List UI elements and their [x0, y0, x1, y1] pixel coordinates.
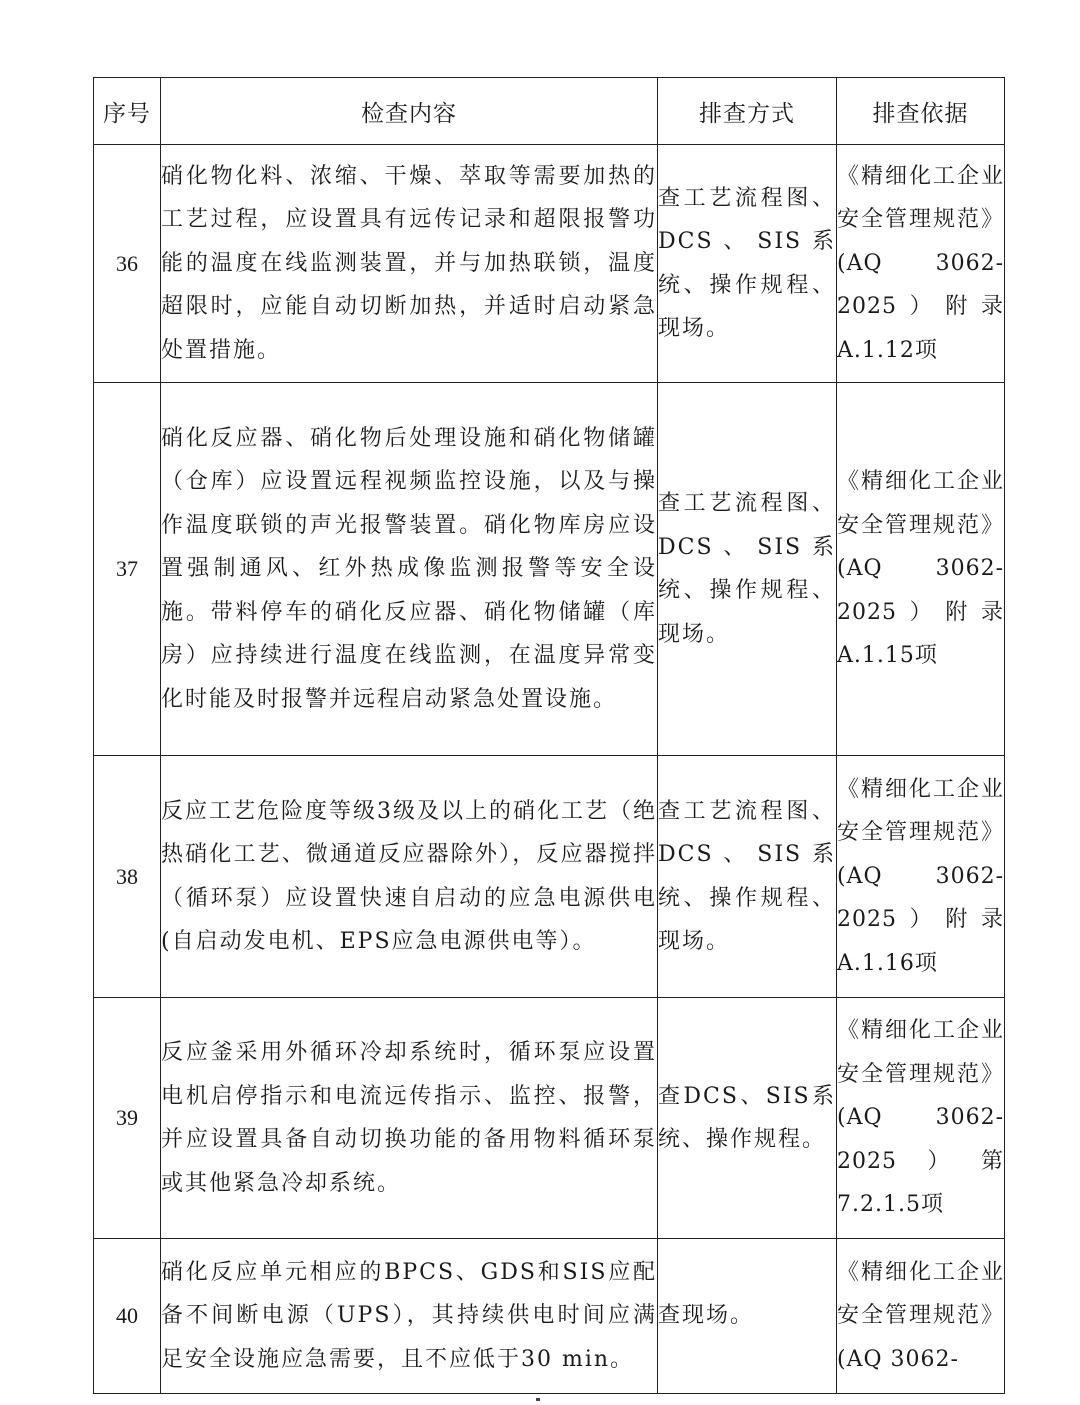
- table-row: [94, 756, 1005, 998]
- row-number: 36: [94, 145, 161, 383]
- row-number: 40: [94, 1239, 161, 1394]
- header-no: 序号: [94, 78, 161, 145]
- row-number: 38: [94, 756, 161, 998]
- row-basis: 《精细化工企业安全管理规范》(AQ 3062-2025）附录A.1.12项: [837, 145, 1005, 383]
- row-content: 硝化反应单元相应的BPCS、GDS和SIS应配备不间断电源（UPS），其持续供电时间应满足安全设施应急需要，且不应低于30 min。: [161, 1239, 658, 1394]
- header-basis: 排查依据: [837, 78, 1005, 145]
- row-basis: 《精细化工企业安全管理规范》(AQ 3062-2025）第7.2.1.5项: [837, 998, 1005, 1239]
- row-basis: 《精细化工企业安全管理规范》(AQ 3062-2025）附录A.1.15项: [837, 383, 1005, 756]
- header-content: 检查内容: [161, 78, 658, 145]
- row-method: 查现场。: [658, 1239, 837, 1394]
- row-method: 查DCS、SIS系统、操作规程。: [658, 998, 837, 1239]
- row-content: 反应工艺危险度等级3级及以上的硝化工艺（绝热硝化工艺、微通道反应器除外），反应器搅拌（循环泵）应设置快速自启动的应急电源供电(自启动发电机、EPS应急电源供电等）。: [161, 756, 658, 998]
- row-method: 查工艺流程图、DCS、SIS系统、操作规程、现场。: [658, 145, 837, 383]
- row-number: 39: [94, 998, 161, 1239]
- row-number: 37: [94, 383, 161, 756]
- inspection-table: [93, 77, 1005, 1394]
- row-content: 硝化反应器、硝化物后处理设施和硝化物储罐（仓库）应设置远程视频监控设施，以及与操作温度联锁的声光报警装置。硝化物库房应设置强制通风、红外热成像监测报警等安全设施。带料停车的硝化反应器、硝化物储罐（库房）应持续进行温度在线监测，在温度异常变化时能及时报警并远程启动紧急处置设施。: [161, 383, 658, 756]
- row-basis: 《精细化工企业安全管理规范》(AQ 3062-2025）附录A.1.16项: [837, 756, 1005, 998]
- table-row: [94, 998, 1005, 1239]
- table-header-row: [94, 78, 1005, 145]
- row-content: 反应釜采用外循环冷却系统时，循环泵应设置电机启停指示和电流远传指示、监控、报警，并应设置具备自动切换功能的备用物料循环泵或其他紧急冷却系统。: [161, 998, 658, 1239]
- table-row: [94, 383, 1005, 756]
- row-basis: 《精细化工企业安全管理规范》(AQ 3062-: [837, 1239, 1005, 1394]
- row-content: 硝化物化料、浓缩、干燥、萃取等需要加热的工艺过程，应设置具有远传记录和超限报警功能的温度在线监测装置，并与加热联锁，温度超限时，应能自动切断加热，并适时启动紧急处置措施。: [161, 145, 658, 383]
- row-method: 查工艺流程图、DCS、SIS系统、操作规程、现场。: [658, 756, 837, 998]
- row-method: 查工艺流程图、DCS、SIS系统、操作规程、现场。: [658, 383, 837, 756]
- table-row: [94, 145, 1005, 383]
- header-method: 排查方式: [658, 78, 837, 145]
- page-footer-mark: [536, 1398, 540, 1401]
- table-row: [94, 1239, 1005, 1394]
